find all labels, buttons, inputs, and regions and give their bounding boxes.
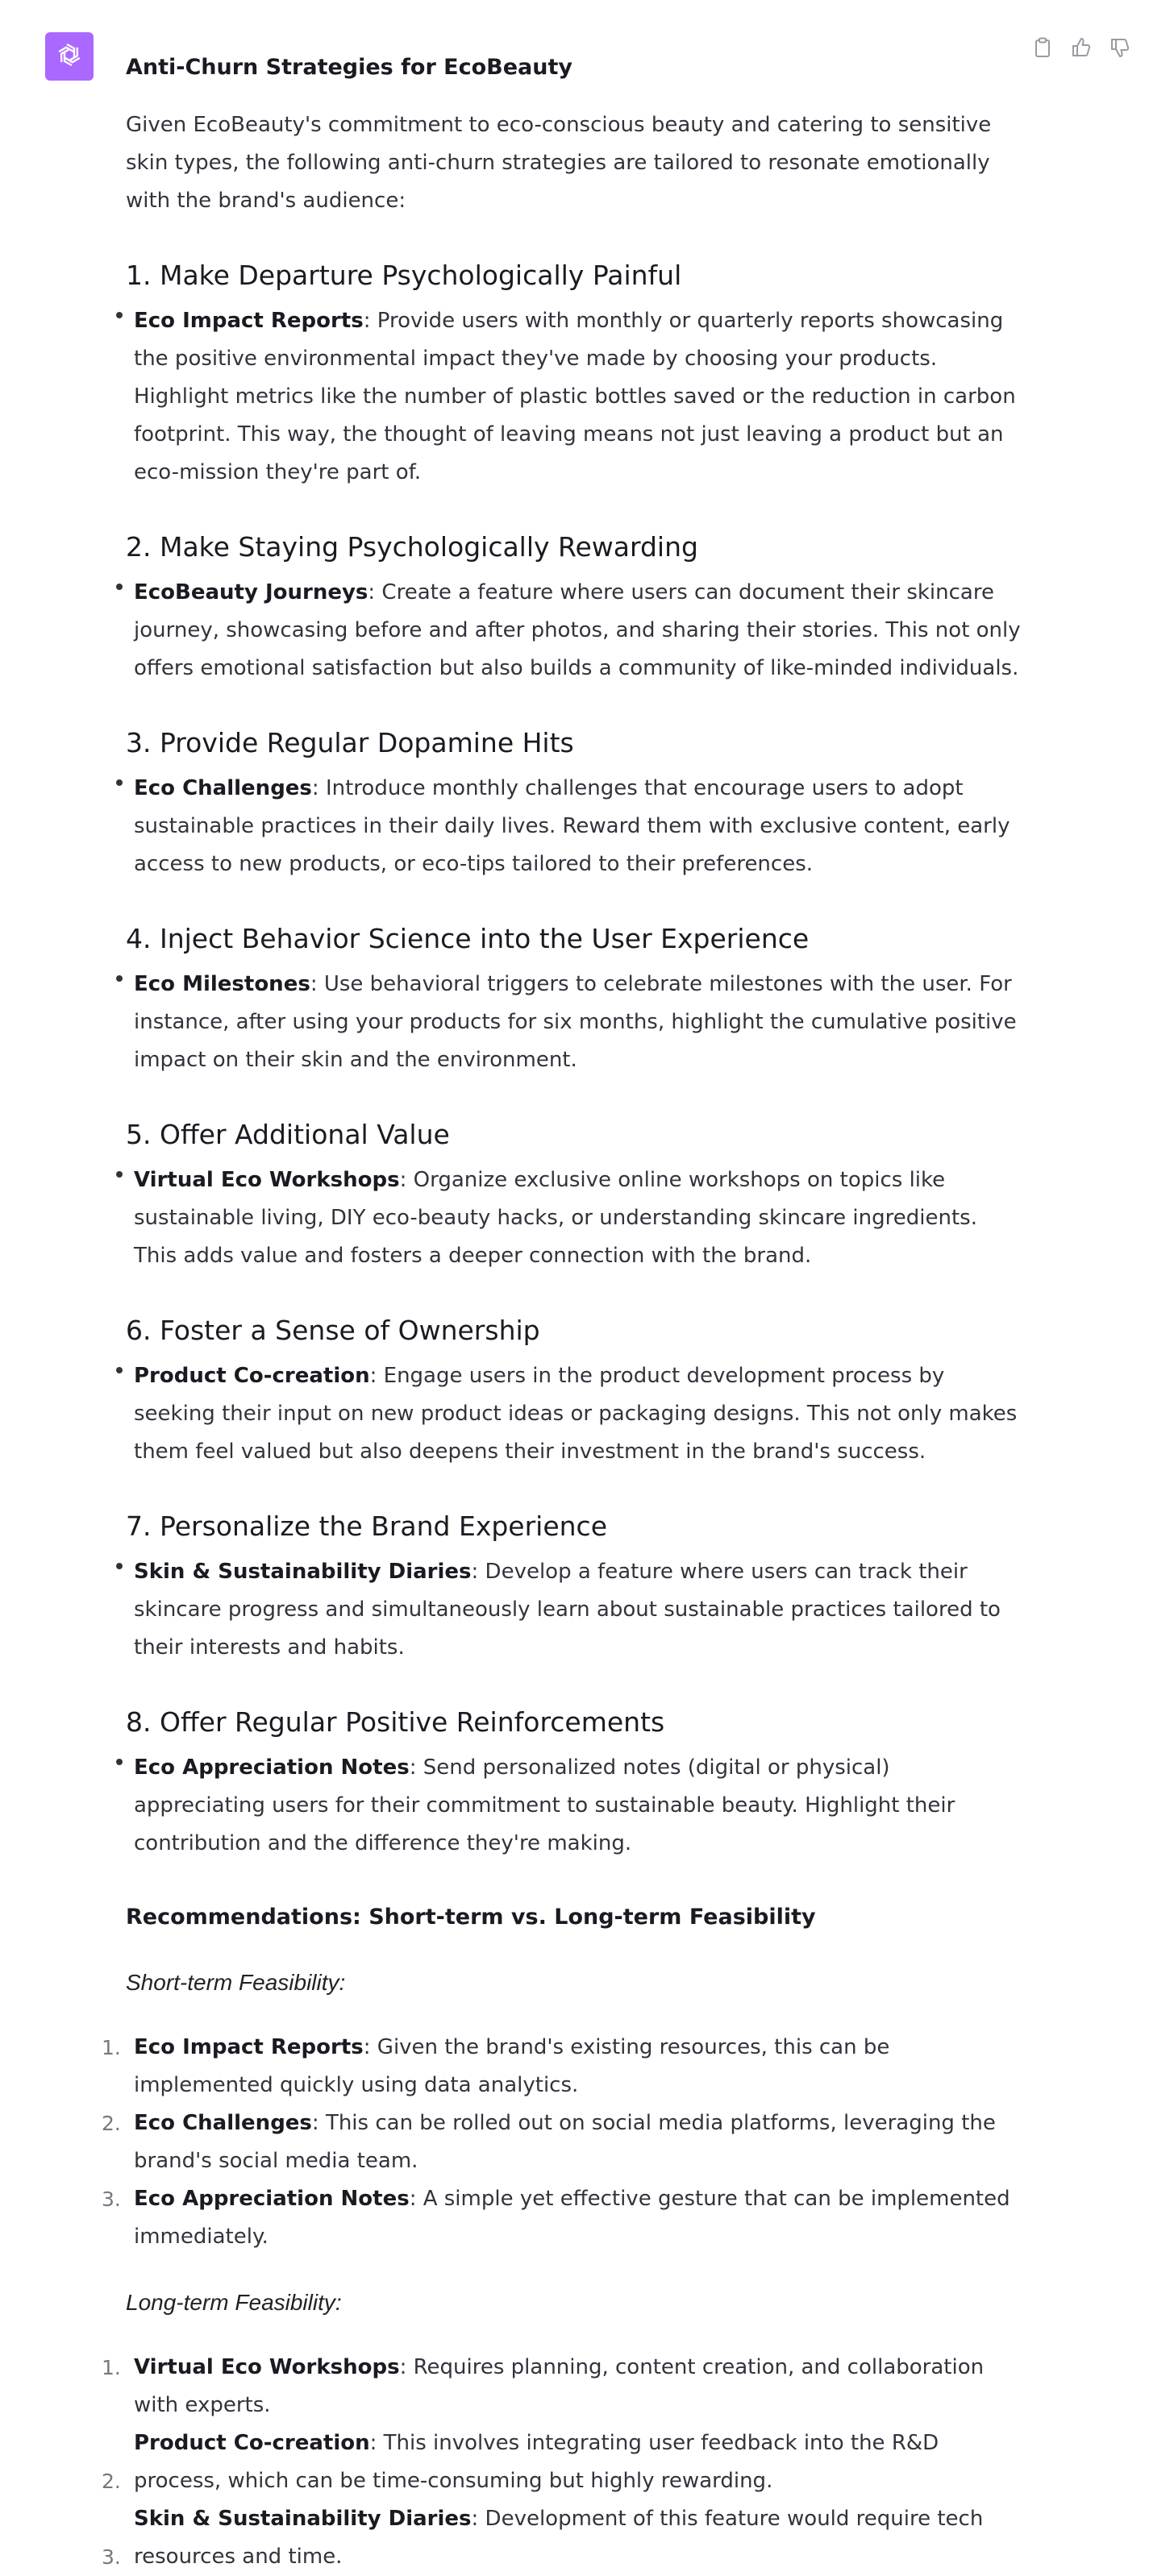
bullet-icon xyxy=(116,1563,123,1569)
item-term: Eco Milestones xyxy=(134,972,310,996)
page-title: Anti-Churn Strategies for EcoBeauty xyxy=(126,55,573,80)
recommendations-heading: Recommendations: Short-term vs. Long-term Feasibility xyxy=(126,1905,816,1930)
item-text: : This involves integrating user feedback into the R&D process, which can be time-consuming but highly rewarding. xyxy=(134,2431,939,2493)
item-number: 2. xyxy=(102,2470,121,2493)
intro-paragraph: Given EcoBeauty's commitment to eco-conscious beauty and catering to sensitive skin types, the following anti-churn strategies are tailored to resonate emotionally with the brand's audience: xyxy=(126,113,992,213)
long-term-label-text: Long-term Feasibility xyxy=(126,2290,335,2315)
message-content xyxy=(102,45,1021,2576)
bullet-list xyxy=(126,1749,1021,1863)
item-number: 1. xyxy=(102,2036,121,2059)
item-text: : A simple yet effective gesture that can be implemented immediately. xyxy=(134,2187,1010,2249)
item-text: : Use behavioral triggers to celebrate milestones with the user. For instance, after using your products for six months, highlight the cumulative positive impact on their skin and the environment. xyxy=(134,972,1017,1072)
thumbs-up-button[interactable] xyxy=(1069,37,1093,61)
item-term: Eco Appreciation Notes xyxy=(134,2187,410,2211)
section-heading: 5. Offer Additional Value xyxy=(126,1119,450,1150)
section-heading: 6. Foster a Sense of Ownership xyxy=(126,1315,540,1346)
list-item xyxy=(126,1161,1021,1275)
list-item xyxy=(102,2424,1021,2500)
thumbs-up-icon xyxy=(1071,37,1092,61)
bullet-list xyxy=(126,966,1021,1079)
list-item xyxy=(126,1749,1021,1863)
item-term: Eco Challenges xyxy=(134,776,312,800)
item-text: : Create a feature where users can document their skincare journey, showcasing before and after photos, and sharing their stories. This not only offers emotional satisfaction but also builds a community of like-minded individuals. xyxy=(134,580,1021,680)
section-heading: 1. Make Departure Psychologically Painful xyxy=(126,260,682,291)
list-item xyxy=(126,302,1021,492)
item-number: 1. xyxy=(102,2356,121,2379)
list-item xyxy=(126,1357,1021,1471)
section-heading: 8. Offer Regular Positive Reinforcements xyxy=(126,1706,665,1738)
item-term: EcoBeauty Journeys xyxy=(134,580,368,605)
copy-button[interactable] xyxy=(1030,37,1055,61)
short-term-list xyxy=(102,2029,1021,2256)
list-item xyxy=(102,2029,1021,2104)
label-colon: : xyxy=(335,2290,342,2315)
list-item xyxy=(126,966,1021,1079)
label-colon: : xyxy=(339,1970,346,1995)
item-text: : Development of this feature would require tech resources and time. xyxy=(134,2507,984,2569)
section-heading: 3. Provide Regular Dopamine Hits xyxy=(126,727,574,758)
assistant-avatar xyxy=(45,32,94,81)
bullet-icon xyxy=(116,312,123,318)
short-term-label-text: Short-term Feasibility xyxy=(126,1970,339,1995)
thumbs-down-icon xyxy=(1109,37,1130,61)
openai-logo-icon xyxy=(53,39,85,74)
bullet-icon xyxy=(116,584,123,590)
item-number: 3. xyxy=(102,2545,121,2569)
item-term: Skin & Sustainability Diaries xyxy=(134,1560,472,1584)
item-number: 3. xyxy=(102,2188,121,2211)
list-item xyxy=(126,770,1021,883)
bullet-icon xyxy=(116,1759,123,1765)
short-term-label xyxy=(126,1963,1021,2001)
bullet-list xyxy=(126,1553,1021,1667)
item-text: : Develop a feature where users can track their skincare progress and simultaneously learn about sustainable practices tailored to their interests and habits. xyxy=(134,1560,1001,1660)
bullet-icon xyxy=(116,1171,123,1178)
item-term: Eco Impact Reports xyxy=(134,2035,364,2059)
bullet-list xyxy=(126,1161,1021,1275)
list-item xyxy=(102,2104,1021,2180)
section-heading: 2. Make Staying Psychologically Rewarding xyxy=(126,531,698,563)
list-item xyxy=(102,2500,1021,2576)
item-text: : Engage users in the product development process by seeking their input on new product ideas or packaging designs. This not only makes them feel valued but also deepens their investment in the brand's success. xyxy=(134,1364,1018,1464)
item-text: : This can be rolled out on social media platforms, leveraging the brand's social media team. xyxy=(134,2111,996,2173)
long-term-label xyxy=(126,2283,1021,2321)
section-heading: 4. Inject Behavior Science into the User Experience xyxy=(126,923,810,954)
section-heading: 7. Personalize the Brand Experience xyxy=(126,1510,607,1542)
item-term: Product Co-creation xyxy=(134,1364,370,1388)
list-item xyxy=(126,1553,1021,1667)
bullet-list xyxy=(126,574,1021,688)
thumbs-down-button[interactable] xyxy=(1108,37,1132,61)
bullet-icon xyxy=(116,975,123,982)
item-text: : Provide users with monthly or quarterly reports showcasing the positive environmental impact they've made by choosing your products. Highlight metrics like the number of plastic bottles saved or the reduction in carbon footprint. This way, the thought of leaving means not just leaving a product but an eco-mission they're part of. xyxy=(134,309,1016,484)
strategy-sections xyxy=(126,256,1021,1863)
list-item xyxy=(126,574,1021,688)
item-term: Product Co-creation xyxy=(134,2431,370,2455)
item-text: : Introduce monthly challenges that encourage users to adopt sustainable practices in their daily lives. Reward them with exclusive content, early access to new products, or eco-tips tailored to their preferences. xyxy=(134,776,1010,876)
item-term: Eco Impact Reports xyxy=(134,309,364,333)
item-term: Eco Challenges xyxy=(134,2111,312,2135)
list-item xyxy=(102,2180,1021,2256)
list-item xyxy=(102,2349,1021,2424)
long-term-list xyxy=(102,2349,1021,2576)
item-number: 2. xyxy=(102,2112,121,2135)
item-term: Virtual Eco Workshops xyxy=(134,1168,400,1192)
item-term: Skin & Sustainability Diaries xyxy=(134,2507,472,2531)
bullet-icon xyxy=(116,1367,123,1373)
item-text: : Requires planning, content creation, and collaboration with experts. xyxy=(134,2355,985,2417)
item-text: : Organize exclusive online workshops on topics like sustainable living, DIY eco-beauty hacks, or understanding skincare ingredients. This adds value and fosters a deeper connection with the brand. xyxy=(134,1168,977,1268)
item-term: Virtual Eco Workshops xyxy=(134,2355,400,2379)
bullet-list xyxy=(126,302,1021,492)
bullet-list xyxy=(126,770,1021,883)
bullet-list xyxy=(126,1357,1021,1471)
bullet-icon xyxy=(116,779,123,786)
item-term: Eco Appreciation Notes xyxy=(134,1755,410,1780)
item-text: : Send personalized notes (digital or physical) appreciating users for their commitment to sustainable beauty. Highlight their contribution and the difference they're making. xyxy=(134,1755,955,1855)
message-actions xyxy=(1030,37,1132,61)
clipboard-icon xyxy=(1033,37,1052,61)
item-text: : Given the brand's existing resources, this can be implemented quickly using data analytics. xyxy=(134,2035,890,2097)
